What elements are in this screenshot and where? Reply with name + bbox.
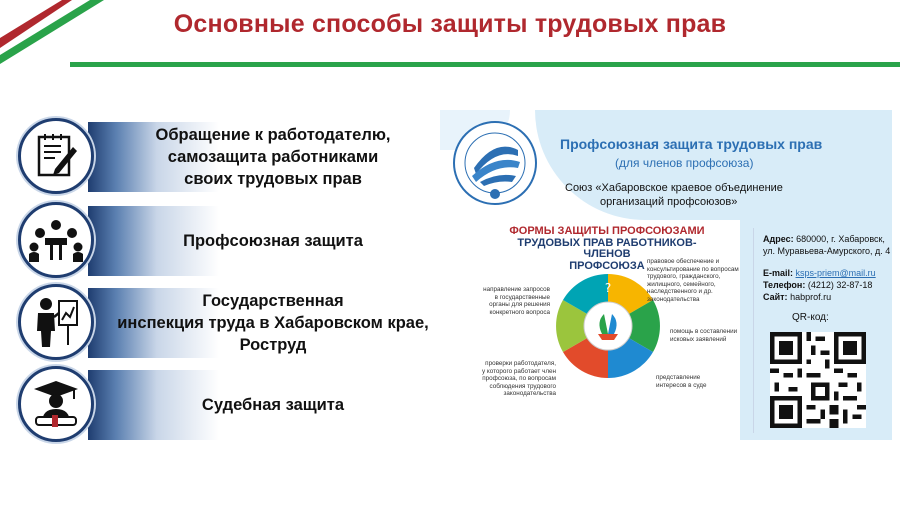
site-value[interactable]: habprof.ru: [790, 292, 832, 302]
method-row-employer: [18, 118, 433, 196]
qr-code-icon[interactable]: [770, 332, 866, 428]
union-logo-icon: [452, 120, 538, 206]
method-row-court: [18, 366, 433, 444]
forms-heading-line1: ФОРМЫ ЗАЩИТЫ ПРОФСОЮЗАМИ: [509, 225, 705, 237]
poster-union-line2: организаций профсоюзов»: [600, 196, 738, 208]
note-court-representation: представление интересов в суде: [656, 374, 707, 389]
poster-divider: [753, 228, 754, 433]
email-link[interactable]: ksps-priem@mail.ru: [795, 268, 876, 278]
poster-title: Профсоюзная защита трудовых прав: [560, 136, 823, 152]
contact-email: [763, 268, 876, 280]
note-lawsuit-help: помощь в составлении исковых заявлений: [670, 328, 738, 343]
method-label: Судебная защита: [201, 395, 345, 414]
method-label: Обращение к работодателю, самозащита работниками своих трудовых прав: [155, 125, 391, 189]
meeting-people-icon: [18, 202, 94, 278]
contact-address: [763, 234, 890, 257]
note-requests: направление запросов в государственные органы для решения конкретного вопроса: [483, 286, 550, 316]
poster-subtitle: (для членов профсоюза): [615, 156, 754, 170]
forms-heading-line3: ПРОФСОЮЗА: [569, 259, 645, 272]
qr-label: QR-код:: [792, 312, 829, 323]
address-label: Адрес:: [763, 234, 794, 244]
phone-label: Телефон:: [763, 280, 806, 290]
note-legal-support: правовое обеспечение и консультирование по вопросам трудового, гражданского, жилищного, семейного, наследственного и др. законодательства: [647, 258, 739, 303]
phone-value: (4212) 32-87-18: [807, 280, 873, 290]
method-label: Профсоюзная защита: [183, 231, 363, 250]
union-poster: [440, 110, 892, 440]
poster-union-line1: Союз «Хабаровское краевое объединение: [565, 182, 783, 194]
method-row-union: [18, 202, 433, 280]
slide-title: Основные способы защиты трудовых прав: [173, 10, 727, 38]
address-value: 680000, г. Хабаровск,: [796, 234, 885, 244]
graduate-diploma-icon: [18, 366, 94, 442]
inspector-chart-icon: [18, 284, 94, 360]
method-label: Государственная инспекция труда в Хабаровском крае, Роструд: [117, 291, 429, 355]
svg-text:?: ?: [604, 281, 612, 295]
address-line2: ул. Муравьева-Амурского, д. 4: [763, 245, 891, 256]
method-row-inspection: [18, 284, 433, 362]
forms-heading-line2: ТРУДОВЫХ ПРАВ РАБОТНИКОВ-ЧЛЕНОВ: [517, 236, 697, 261]
site-label: Сайт:: [763, 292, 788, 302]
note-employer-checks: проверки работодателя, у которого работает член профсоюза, по вопросам соблюдения трудового законодательства: [482, 360, 556, 398]
contact-phone: [763, 280, 872, 292]
email-label: E-mail:: [763, 268, 794, 278]
contact-site: [763, 292, 831, 304]
document-pen-icon: [18, 118, 94, 194]
title-underline: [70, 62, 900, 67]
